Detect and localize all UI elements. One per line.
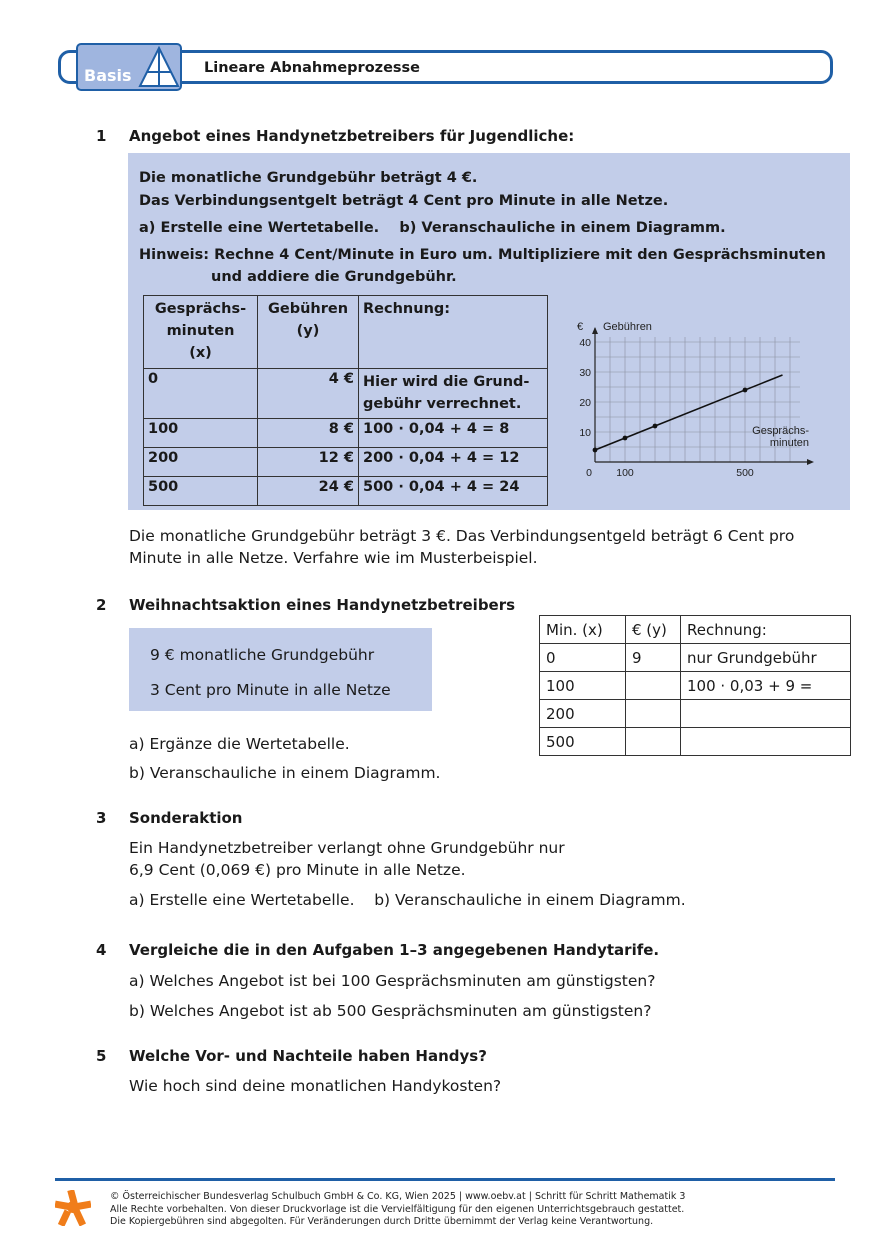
table-cell: 100 · 0,03 + 9 = (681, 672, 851, 700)
footer-line: © Österreichischer Bundesverlag Schulbuch GmbH & Co. KG, Wien 2025 | www.oebv.at | Schritt für Schritt Mathematik 3 (110, 1191, 686, 1202)
table-row (144, 369, 548, 419)
pyramid-icon (138, 44, 180, 88)
task-text: 6,9 Cent (0,069 €) pro Minute in alle Netze. (129, 861, 466, 879)
box-line: 9 € monatliche Grundgebühr (150, 646, 375, 664)
table-cell: 12 € (258, 448, 359, 477)
task-item: a) Ergänze die Wertetabelle. (129, 735, 350, 753)
task-text: Die monatliche Grundgebühr beträgt 3 €. Das Verbindungsentgeld beträgt 6 Cent pro (129, 527, 795, 545)
table-header: Gebühren (y) (258, 296, 359, 369)
y-axis-arrow (592, 327, 598, 334)
x-axis-label: minuten (769, 437, 809, 449)
table-cell-input[interactable] (681, 700, 851, 728)
task-item: b) Veranschauliche in einem Diagramm. (129, 764, 441, 782)
task-heading: Welche Vor- und Nachteile haben Handys? (129, 1047, 487, 1065)
y-tick-label: 20 (579, 397, 591, 409)
task-number: 1 (96, 127, 107, 145)
y-tick-label: 30 (579, 367, 591, 379)
table-cell: 100 (540, 672, 626, 700)
y-axis-label: Gebühren (603, 321, 652, 333)
task-heading: Weihnachtsaktion eines Handynetzbetreibers (129, 596, 516, 614)
task-text: Ein Handynetzbetreiber verlangt ohne Grundgebühr nur (129, 839, 565, 857)
table-row (144, 477, 548, 506)
table-cell: 0 (144, 369, 258, 419)
box-line: Die monatliche Grundgebühr beträgt 4 €. (139, 170, 478, 186)
task-number: 5 (96, 1047, 107, 1065)
table-cell: 500 (540, 728, 626, 756)
table-row (540, 644, 851, 672)
table-cell: 8 € (258, 419, 359, 448)
table-cell: 100 · 0,04 + 4 = 8 (359, 419, 548, 448)
y-unit-label: € (577, 321, 584, 333)
table-cell: nur Grundgebühr (681, 644, 851, 672)
table-cell: Hier wird die Grund- gebühr verrechnet. (359, 369, 548, 419)
box-line: und addiere die Grundgebühr. (211, 269, 457, 285)
task-item: b) Welches Angebot ist ab 500 Gesprächsminuten am günstigsten? (129, 1002, 652, 1020)
task-text: Wie hoch sind deine monatlichen Handykosten? (129, 1077, 502, 1095)
task-text: Minute in alle Netze. Verfahre wie im Musterbeispiel. (129, 549, 538, 567)
table-header: € (y) (626, 616, 681, 644)
table-cell: 4 € (258, 369, 359, 419)
publisher-logo-icon (55, 1190, 91, 1226)
line-chart (570, 312, 820, 492)
table-cell-input[interactable] (626, 672, 681, 700)
task-heading: Sonderaktion (129, 809, 243, 827)
data-point (743, 388, 748, 393)
table-header: Rechnung: (359, 296, 548, 369)
table-cell: 24 € (258, 477, 359, 506)
table-row (144, 419, 548, 448)
data-point (593, 448, 598, 453)
example-table (143, 295, 548, 506)
table-cell: 200 (540, 700, 626, 728)
footer-divider (55, 1178, 835, 1181)
x-tick-label: 100 (616, 467, 634, 479)
table-cell: 200 · 0,04 + 4 = 12 (359, 448, 548, 477)
table-row (540, 672, 851, 700)
task-heading: Vergleiche die in den Aufgaben 1–3 angegebenen Handytarife. (129, 941, 660, 959)
data-point (653, 424, 658, 429)
table-cell-input[interactable] (681, 728, 851, 756)
data-point (623, 436, 628, 441)
task-number: 3 (96, 809, 107, 827)
y-tick-label: 40 (579, 337, 591, 349)
box-line: 3 Cent pro Minute in alle Netze (150, 681, 391, 699)
table-header: Gesprächs- minuten (x) (144, 296, 258, 369)
box-line: a) Erstelle eine Wertetabelle. b) Veranschauliche in einem Diagramm. (139, 220, 726, 236)
basis-label: Basis (84, 66, 132, 85)
table-cell: 100 (144, 419, 258, 448)
chart-marks (593, 375, 783, 452)
table-cell: 9 (626, 644, 681, 672)
box-line: Hinweis: Rechne 4 Cent/Minute in Euro um. Multipliziere mit den Gesprächsminuten (139, 247, 826, 263)
table-cell: 500 (144, 477, 258, 506)
y-tick-label: 10 (579, 427, 591, 439)
x-tick-label: 0 (586, 467, 592, 479)
task-heading: Angebot eines Handynetzbetreibers für Jugendliche: (129, 127, 575, 145)
task-item: a) Welches Angebot ist bei 100 Gesprächsminuten am günstigsten? (129, 972, 656, 990)
chart-labels (577, 321, 809, 479)
task-number: 4 (96, 941, 107, 959)
table-header: Rechnung: (681, 616, 851, 644)
table-cell-input[interactable] (626, 700, 681, 728)
task-item: a) Erstelle eine Wertetabelle. b) Veranschauliche in einem Diagramm. (129, 891, 686, 909)
table-header: Min. (x) (540, 616, 626, 644)
table-cell: 500 · 0,04 + 4 = 24 (359, 477, 548, 506)
footer-line: Alle Rechte vorbehalten. Von dieser Druckvorlage ist die Vervielfältigung für den eigenen Unterrichtsgebrauch gestattet. (110, 1203, 685, 1215)
page-title: Lineare Abnahmeprozesse (204, 60, 421, 76)
table-row (540, 728, 851, 756)
x-axis-label: Gesprächs- (752, 425, 809, 437)
value-table (539, 615, 851, 756)
table-cell-input[interactable] (626, 728, 681, 756)
box-line: Das Verbindungsentgelt beträgt 4 Cent pro Minute in alle Netze. (139, 193, 669, 209)
footer-line: Die Kopiergebühren sind abgegolten. Für Veränderungen durch Dritte übernimmt der Verlag keine Verantwortung. (110, 1216, 654, 1227)
table-cell: 0 (540, 644, 626, 672)
task-number: 2 (96, 596, 107, 614)
footer-copyright (110, 1191, 810, 1229)
table-row (144, 448, 548, 477)
x-tick-label: 500 (736, 467, 754, 479)
table-cell: 200 (144, 448, 258, 477)
x-axis-arrow (807, 459, 814, 465)
table-row (540, 700, 851, 728)
